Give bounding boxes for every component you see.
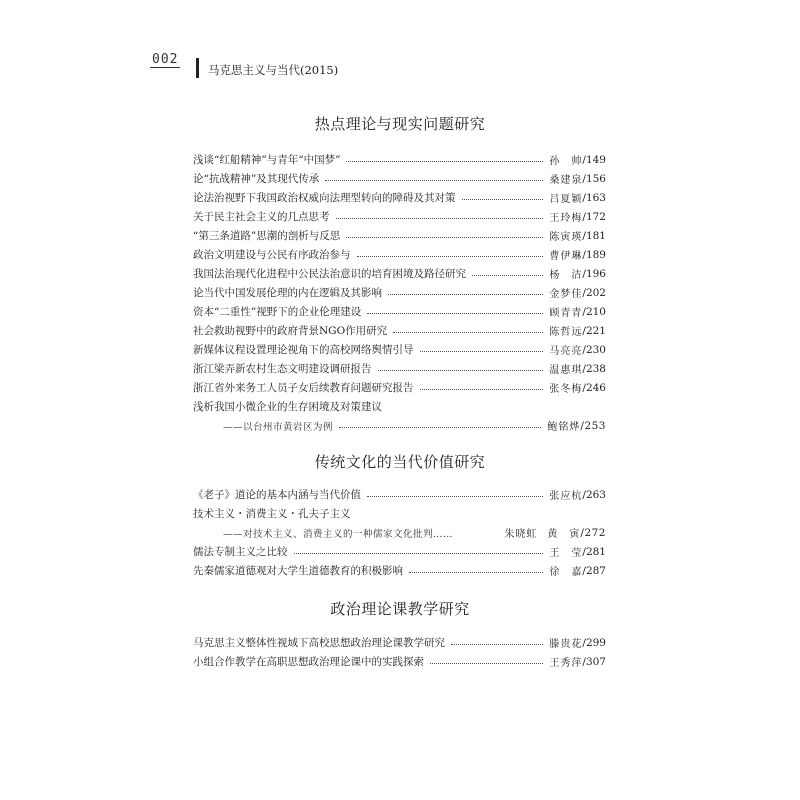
toc-entry-title: 社会救助视野中的政府背景NGO作用研究 xyxy=(193,325,388,337)
toc-entry-page: /221 xyxy=(582,324,606,337)
toc-entry-author: 张应杭 xyxy=(549,491,583,502)
toc-entry-title: 浙江梁弄新农村生态文明建设调研报告 xyxy=(193,363,372,375)
page-number: 002 xyxy=(152,52,179,67)
toc-entry-author: 温惠琪 xyxy=(549,365,583,376)
toc-entry xyxy=(193,264,606,283)
toc-entry-title: 新媒体议程设置理论视角下的高校网络舆情引导 xyxy=(193,344,414,356)
toc-entry xyxy=(193,504,606,523)
toc-entry-author: 王 莹 xyxy=(549,548,583,559)
toc-entry xyxy=(193,542,606,561)
dot-leader xyxy=(472,275,543,276)
toc-entry-author: 徐 嘉 xyxy=(549,567,583,578)
header-divider xyxy=(196,58,199,78)
toc-entry-title: 马克思主义整体性视域下高校思想政治理论课教学研究 xyxy=(193,637,445,649)
dot-leader xyxy=(346,161,543,162)
toc-entry-page: /253 xyxy=(580,419,606,432)
toc-entry-author: 陈寅瑛 xyxy=(549,232,583,243)
toc-entry xyxy=(193,359,606,378)
toc-entry xyxy=(193,169,606,188)
toc-entry xyxy=(193,207,606,226)
toc-entry-title: ——以台州市黄岩区为例 xyxy=(223,421,334,433)
toc-entry-page: /149 xyxy=(582,153,606,166)
toc-entry-author: 曹伊琳 xyxy=(549,251,583,262)
toc-entry-page: /210 xyxy=(582,305,606,318)
dot-leader xyxy=(430,663,543,664)
toc-entry-page: /189 xyxy=(582,248,606,261)
toc-entry-page: /307 xyxy=(582,655,606,668)
toc-entry-title: 浅谈“红船精神”与青年“中国梦” xyxy=(193,154,341,166)
toc-entry-title: 儒法专制主义之比较 xyxy=(193,546,288,558)
toc-entry-page: /163 xyxy=(582,191,606,204)
toc-entry-title: 论“抗战精神”及其现代传承 xyxy=(193,173,320,185)
toc-entry xyxy=(193,523,606,542)
toc-entry-page: /299 xyxy=(582,636,606,649)
toc-entry xyxy=(193,245,606,264)
toc-entry-author: 吕夏颖 xyxy=(549,194,583,205)
toc-entry xyxy=(193,340,606,359)
toc-entry-page: /172 xyxy=(582,210,606,223)
toc-entry-author: 孙 帅 xyxy=(549,156,583,167)
toc-entry xyxy=(193,652,606,671)
toc-entry xyxy=(193,150,606,169)
dot-leader xyxy=(367,313,543,314)
toc-entry-author: 顾青青 xyxy=(549,308,583,319)
toc-entry-author: 桑建泉 xyxy=(549,175,583,186)
dot-leader xyxy=(339,427,541,428)
section-title: 政治理论课教学研究 xyxy=(330,600,470,618)
toc-entry xyxy=(193,321,606,340)
toc-entry-author: 滕贵花 xyxy=(549,639,583,650)
dot-leader xyxy=(462,199,544,200)
toc-entry xyxy=(193,283,606,302)
toc-entry xyxy=(193,633,606,652)
toc-entry-author: 陈哲远 xyxy=(549,327,583,338)
toc-entry-page: /156 xyxy=(582,172,606,185)
toc-entry-page: /281 xyxy=(582,545,606,558)
dot-leader xyxy=(420,389,544,390)
toc-entry-title: 《老子》道论的基本内涵与当代价值 xyxy=(193,489,361,501)
toc-entry-author: 王玲梅 xyxy=(549,213,583,224)
dot-leader xyxy=(388,294,543,295)
toc-entry-author: 杨 洁 xyxy=(549,270,583,281)
toc-entry-author: 王秀萍 xyxy=(549,658,583,669)
toc-entry-title: 关于民主社会主义的几点思考 xyxy=(193,211,330,223)
toc-entry-coauthor: 朱晓虹 xyxy=(504,529,538,540)
toc-entry-author: 黄 寅 xyxy=(547,529,581,540)
toc-entry-title: ——对技术主义、消费主义的一种儒家文化批判…… xyxy=(223,528,454,540)
dot-leader xyxy=(451,644,543,645)
toc-entry-title: 我国法治现代化进程中公民法治意识的培育困境及路径研究 xyxy=(193,268,466,280)
dot-leader xyxy=(336,218,544,219)
dot-leader xyxy=(378,370,544,371)
toc-entry-author: 张冬梅 xyxy=(549,384,583,395)
toc-entry xyxy=(193,561,606,580)
dot-leader xyxy=(409,572,543,573)
toc-list xyxy=(193,150,606,435)
dot-leader xyxy=(357,256,544,257)
toc-entry-page: /272 xyxy=(580,526,606,539)
toc-entry xyxy=(193,188,606,207)
section-title: 热点理论与现实问题研究 xyxy=(314,115,486,133)
toc-list xyxy=(193,485,606,580)
toc-entry-title: 先秦儒家道德观对大学生道德教育的积极影响 xyxy=(193,565,403,577)
toc-entry-title: “第三条道路”思潮的剖析与反思 xyxy=(193,230,341,242)
toc-entry-title: 技术主义・消费主义・孔夫子主义 xyxy=(193,508,351,520)
toc-entry-page: /230 xyxy=(582,343,606,356)
dot-leader xyxy=(367,496,543,497)
toc-entry-page: /181 xyxy=(582,229,606,242)
dot-leader xyxy=(393,332,543,333)
toc-entry-page: /287 xyxy=(582,564,606,577)
toc-entry xyxy=(193,378,606,397)
toc-entry xyxy=(193,302,606,321)
toc-entry-title: 政治文明建设与公民有序政治参与 xyxy=(193,249,351,261)
running-title: 马克思主义与当代(2015) xyxy=(208,63,339,77)
toc-entry-page: /196 xyxy=(582,267,606,280)
running-header xyxy=(150,52,410,78)
toc-entry-page: /246 xyxy=(582,381,606,394)
dot-leader xyxy=(346,237,543,238)
dot-leader xyxy=(325,180,543,181)
toc-entry-title: 论法治视野下我国政治权威向法理型转向的障碍及其对策 xyxy=(193,192,456,204)
toc-entry-author: 金梦佳 xyxy=(549,289,583,300)
toc-entry-title: 资本“二重性”视野下的企业伦理建设 xyxy=(193,306,362,318)
toc-entry-title: 小组合作教学在高职思想政治理论课中的实践探索 xyxy=(193,656,424,668)
section-title: 传统文化的当代价值研究 xyxy=(314,453,486,471)
toc-entry xyxy=(193,485,606,504)
dot-leader xyxy=(294,553,544,554)
toc-entry-page: /202 xyxy=(582,286,606,299)
dot-leader xyxy=(420,351,544,352)
toc-entry-title: 浅析我国小微企业的生存困境及对策建议 xyxy=(193,401,382,413)
toc-entry xyxy=(193,226,606,245)
toc-entry-title: 论当代中国发展伦理的内在逻辑及其影响 xyxy=(193,287,382,299)
toc-entry-author: 马亮亮 xyxy=(549,346,583,357)
toc-entry xyxy=(193,416,606,435)
toc-entry-page: /238 xyxy=(582,362,606,375)
toc-list xyxy=(193,633,606,671)
toc-entry-author: 鲍铭烨 xyxy=(547,422,581,433)
toc-entry-title: 浙江省外来务工人员子女后续教育问题研究报告 xyxy=(193,382,414,394)
toc-entry-page: /263 xyxy=(582,488,606,501)
toc-entry xyxy=(193,397,606,416)
